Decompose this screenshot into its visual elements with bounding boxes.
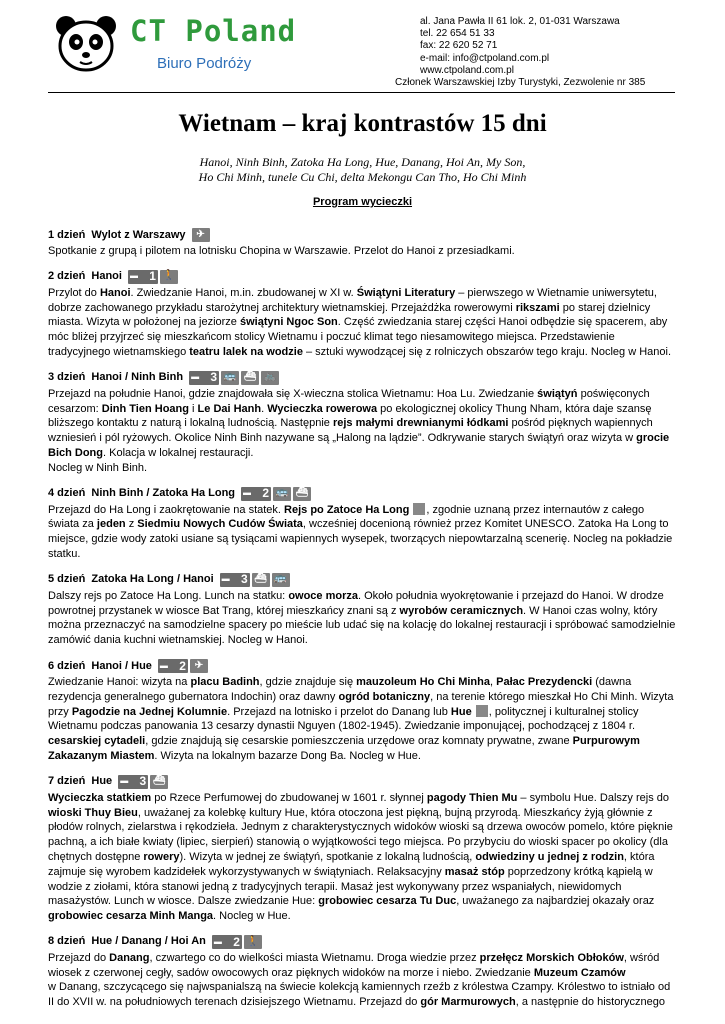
day-description: Zwiedzanie Hanoi: wizyta na placu Badinh, gdzie znajduje się mauzoleum Ho Chi Minha, Pałac Prezydencki (dawna rezydencja generalnego gubernatora Indochin) oraz dawny ogród botaniczny, na terenie którego mieszkał Ho Chi Minh. Wizyta przy Pagodzie na Jednej Kolumnie. Przejazd na lotnisko i przelot do Danang lub Hue , politycznej i kulturalnej stolicy Wietnamu podczas panowania 13 cesarzy dynastii Nguyen (1802-1945). Zwiedzanie imponującej, pochodzącej z 1804 r. cesarskiej cytadeli, gdzie znajdują się cesarskie pomieszczenia urzędowe oraz komnaty prywatne, zwane Purpurowym Zakazanym Miastem. Wizyta na lokalnym bazarze Dong Ba. Nocleg w Hue. [48,675,674,762]
day-description: Dalszy rejs po Zatoce Ha Long. Lunch na statku: owoce morza. Około południa wyokrętowanie i przejazd do Hanoi. W drodze powrotnej przystanek w wiosce Bat Trang, której mieszkańcy znani są z wyrobów ceramicznych. W Hanoi czas wolny, który można przeznaczyć na samodzielne spacery po mieście lub udać się na kolację do lokalnej restauracji i spróbować samodzielnie zamówić dania kuchni wietnamskiej. Nocleg w Hanoi. [48,589,676,647]
hotel-nights: 2 [262,486,270,501]
brand-subtitle: Biuro Podróży [157,55,252,72]
day-title [48,572,676,588]
day-icons [220,573,290,587]
unesco-icon [476,705,488,717]
day-section [48,486,676,562]
bus-icon: 🚌 [273,487,291,501]
day-title-text: 1 dzień Wylot z Warszawy [48,228,186,241]
bus-icon: 🚌 [221,371,239,385]
membership-line: Członek Warszawskiej Izby Turystyki, Zezwolenie nr 385 [395,77,646,89]
day-title-text: 5 dzień Zatoka Ha Long / Hanoi [48,573,214,586]
day-title-text: 2 dzień Hanoi [48,270,122,283]
header-divider [48,92,675,93]
day-description: Przejazd do Danang, czwartego co do wielkości miasta Wietnamu. Droga wiedzie przez przełęcz Morskich Obłoków, wśród wiosek z czerwonej cegły, sadów owocowych oraz pięknych widoków na morze i niebo. Zwiedzanie Muzeum Czamów w Danang, szczycącego się najwspanialszą na świecie kolekcją kamiennych rzeźb z królestwa Czampy. Królestwo to istniało od II do XVII w. na południowych terenach dzisiejszego Wietnamu. Przejazd do gór Marmurowych, a następnie do historycznego [48,951,671,1009]
hotel-nights: 3 [240,572,248,587]
hotel-nights: 2 [233,934,240,949]
boat-icon: ⛴ [150,775,168,789]
bike-icon: 🚲 [261,371,279,385]
day-icons [118,775,168,789]
day-title-text: 8 dzień Hue / Danang / Hoi An [48,935,206,948]
contact-website[interactable]: www.ctpoland.com.pl [420,64,514,76]
day-title [48,227,676,243]
day-title-text: 3 dzień Hanoi / Ninh Binh [48,371,184,384]
hotel-3-icon: ▬ 3 [221,572,248,587]
day-section [48,227,676,259]
contact-fax: fax: 22 620 52 71 [420,40,498,52]
route-line: Hanoi, Ninh Binh, Zatoka Ha Long, Hue, Danang, Hoi An, My Son, [199,155,526,169]
unesco-icon [413,503,425,515]
day-icons [192,228,210,242]
logo [52,12,302,80]
hotel-2-icon: ▬ 2 [243,486,270,501]
route-summary [0,155,725,185]
hotel-nights: 2 [179,658,186,673]
day-title [48,269,676,285]
day-section [48,774,676,924]
walk-icon: 🚶 [244,935,262,949]
day-section [48,934,676,1010]
day-section [48,269,676,360]
hotel-nights: 1 [149,269,156,284]
day-section [48,572,676,648]
contact-block [395,16,646,89]
day-title-text: 4 dzień Ninh Binh / Zatoka Ha Long [48,487,236,500]
boat-icon: ⛴ [241,371,259,385]
bus-icon: 🚌 [272,573,290,587]
walk-icon: 🚶 [160,270,178,284]
day-icons [189,371,279,385]
day-description: Spotkanie z grupą i pilotem na lotnisku Chopina w Warszawie. Przelot do Hanoi z przesiadkami. [48,245,515,257]
contact-phone: tel. 22 654 51 33 [420,28,495,40]
hotel-2-icon: ▬ 2 [213,934,240,949]
hotel-2-icon: ▬ 2 [159,658,186,673]
day-title [48,370,676,386]
plane-icon: ✈ [192,228,210,242]
page-title: Wietnam – kraj kontrastów 15 dni [178,110,547,137]
contact-email[interactable]: e-mail: info@ctpoland.com.pl [420,52,550,64]
boat-icon: ⛴ [252,573,270,587]
day-icons [241,487,311,501]
day-icons [128,270,178,284]
day-title-text: 7 dzień Hue [48,775,113,788]
boat-icon: ⛴ [293,487,311,501]
day-icons [212,935,262,949]
day-title [48,774,676,790]
brand-name: CT Poland [130,14,297,48]
hotel-3-icon: ▬ 3 [191,370,218,385]
day-description: Przejazd do Ha Long i zaokrętowanie na statek. Rejs po Zatoce Ha Long , zgodnie uznaną przez internautów z całego świata za jeden z Siedmiu Nowych Cudów Świata, wcześniej docenioną również przez Komitet UNESCO. Zatoka Ha Long to miejsce, gdzie wody zatoki usiane są tysiącami wapiennych wysepek, tworzących niepowtarzalną scenerię. Nocleg na pokładzie statku. [48,503,673,560]
route-line: Ho Chi Minh, tunele Cu Chi, delta Mekongu Can Tho, Ho Chi Minh [198,170,527,184]
panda-logo-icon [52,12,122,74]
program-heading: Program wycieczki [312,196,413,208]
day-description: Przylot do Hanoi. Zwiedzanie Hanoi, m.in. zbudowanej w XI w. Świątyni Literatury – pierwszego w Wietnamie uniwersytetu, dobrze zachowanego przykładu starożytnej architektury wietnamskiej. Przejażdżka rowerowymi rikszami po starej dzielnicy miasta. Wizyta w położonej na jeziorze świątyni Ngoc Son. Część zwiedzania starej części Hanoi odbędzie się spacerem, aby móc bliżej przyjrzeć się mieszkańcom stolicy Wietnamu i poczuć klimat tego niesamowitego miejsca. Przedstawienie tradycyjnego wietnamskiego teatru lalek na wodzie – sztuki wywodzącej się z rolniczych obszarów tego kraju. Nocleg w Hanoi. [48,286,671,358]
day-icons [158,659,208,673]
contact-address: al. Jana Pawła II 61 lok. 2, 01-031 Warszawa [420,16,620,27]
letterhead [0,0,725,100]
itinerary [48,227,676,1020]
day-title-text: 6 dzień Hanoi / Hue [48,659,152,672]
day-title [48,934,676,950]
hotel-nights: 3 [139,774,147,789]
day-title [48,486,676,502]
hotel-3-icon: ▬ 3 [120,774,147,789]
day-section [48,370,676,476]
hotel-nights: 3 [210,370,218,385]
day-description: Przejazd na południe Hanoi, gdzie znajdowała się X-wieczna stolica Wietnamu: Hoa Lu. Zwiedzanie świątyń poświęconych cesarzom: Dinh Tien Hoang i Le Dai Hanh. Wycieczka rowerowa po ekologicznej okolicy Thung Nham, która daje szansę bliższego kontaktu z naturą i lokalną ludnością. Następnie rejs małymi drewnianymi łódkami pośród pięknych wapiennych wzniesień i pól ryżowych. Okolice Ninh Binh nazywane są „Halong na lądzie”. Odkrywanie starych świątyń oraz wizyta w grocie Bich Dong. Kolacja w lokalnej restauracji. Nocleg w Ninh Binh. [48,387,670,474]
day-description: Wycieczka statkiem po Rzece Perfumowej do zbudowanej w 1601 r. słynnej pagody Thien Mu – symbolu Hue. Dalszy rejs do wioski Thuy Bieu, uważanej za kolebkę kultury Hue, która otoczona jest piękną, bujną przyrodą. Mieszkańcy żyją głównie z płodów rolnych, zielarstwa i rękodzieła. Jednym z charakterystycznych widoków wioski są drzewa owoców pomelo, które pięknie pachną, a ich białe kwiaty (lipiec, sierpień) stanowią o wyjątkowości tego miejsca. Po przybyciu do wioski spacer po okolicy (dla chętnych dostępne rowery). Wizyta w jednej ze świątyń, spotkanie z lokalną ludnością, odwiedziny u jednej z rodzin, która zajmuje się wyrobem kadzidełek wykorzystywanych w świątyniach. Relaksacyjny masaż stóp poprzedzony krótką kąpielą w wodzie z ziołami, która stanowi jedną z tradycyjnych terapii. Masaż jest wykonywany przez wspaniałych, niewidomych masażystów. Lunch w wiosce. Dalsze zwiedzanie Hue: grobowiec cesarza Tu Duc, uważanego za najbardziej okazały oraz grobowiec cesarza Minh Manga. Nocleg w Hue. [48,791,673,923]
day-title [48,658,676,674]
plane-icon: ✈ [190,659,208,673]
day-section [48,658,676,764]
hotel-1-icon: ▬ 1 [129,269,156,284]
